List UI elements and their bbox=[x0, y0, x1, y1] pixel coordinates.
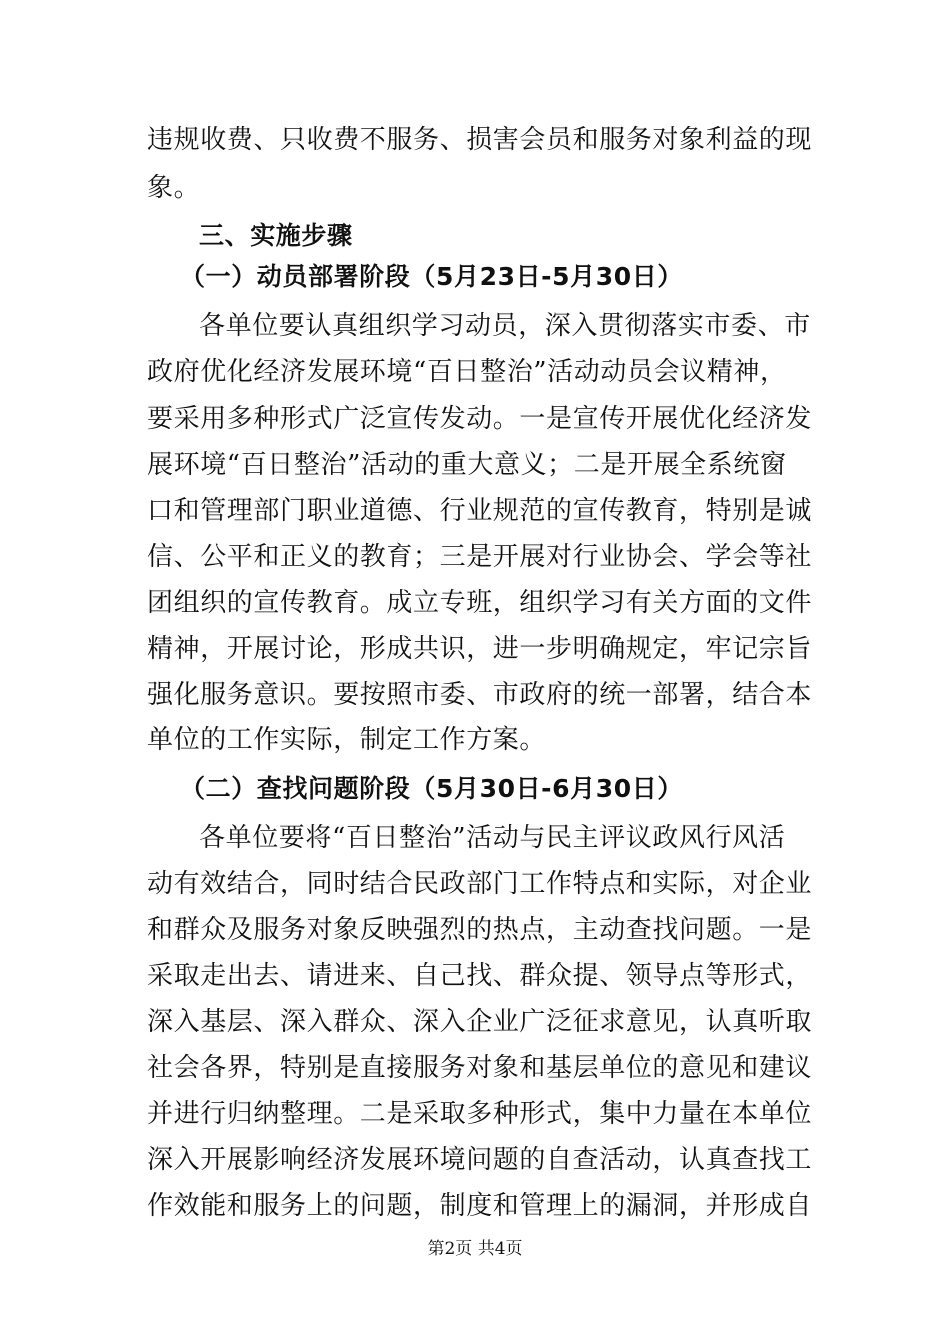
body-text-line: 深入开展影响经济发展环境问题的自查活动，认真查找工 bbox=[147, 1145, 813, 1175]
body-text-line: 强化服务意识。要按照市委、市政府的统一部署，结合本 bbox=[147, 680, 813, 710]
body-text-line: 深入基层、深入群众、深入企业广泛征求意见，认真听取 bbox=[147, 1007, 813, 1037]
body-text-line: 信、公平和正义的教育；三是开展对行业协会、学会等社 bbox=[147, 542, 813, 572]
body-text-line: 政府优化经济发展环境“百日整治”活动动员会议精神， bbox=[147, 357, 787, 387]
body-text-line: 要采用多种形式广泛宣传发动。一是宣传开展优化经济发 bbox=[147, 404, 813, 434]
body-text-line: 动有效结合，同时结合民政部门工作特点和实际，对企业 bbox=[147, 869, 813, 899]
body-text-line: 精神，开展讨论，形成共识，进一步明确规定，牢记宗旨 bbox=[147, 634, 813, 664]
section-heading: 三、实施步骤 bbox=[199, 221, 353, 250]
body-text-line: 象。 bbox=[147, 173, 201, 203]
paragraph-first-line: 各单位要认真组织学习动员，深入贯彻落实市委、市 bbox=[199, 311, 811, 341]
body-text-line: 作效能和服务上的问题，制度和管理上的漏洞，并形成自 bbox=[147, 1191, 813, 1221]
body-text-line: 口和管理部门职业道德、行业规范的宣传教育，特别是诚 bbox=[147, 496, 813, 526]
body-text-line: 单位的工作实际，制定工作方案。 bbox=[147, 725, 547, 755]
body-text-line: 和群众及服务对象反映强烈的热点，主动查找问题。一是 bbox=[147, 915, 813, 945]
page-number-footer: 第2页 共4页 bbox=[427, 1239, 523, 1259]
body-text-line: 采取走出去、请进来、自己找、群众提、领导点等形式， bbox=[147, 961, 813, 991]
subsection-heading: （一）动员部署阶段（5月23日-5月30日） bbox=[180, 262, 683, 291]
body-text-line: 团组织的宣传教育。成立专班，组织学习有关方面的文件 bbox=[147, 588, 813, 618]
body-text-line: 展环境“百日整治”活动的重大意义；二是开展全系统窗 bbox=[147, 450, 787, 480]
body-text-line: 违规收费、只收费不服务、损害会员和服务对象利益的现 bbox=[147, 125, 813, 155]
body-text-line: 并进行归纳整理。二是采取多种形式，集中力量在本单位 bbox=[147, 1099, 813, 1129]
body-text-line: 社会各界，特别是直接服务对象和基层单位的意见和建议 bbox=[147, 1053, 813, 1083]
paragraph-first-line: 各单位要将“百日整治”活动与民主评议政风行风活 bbox=[199, 823, 786, 853]
subsection-heading: （二）查找问题阶段（5月30日-6月30日） bbox=[180, 774, 683, 803]
